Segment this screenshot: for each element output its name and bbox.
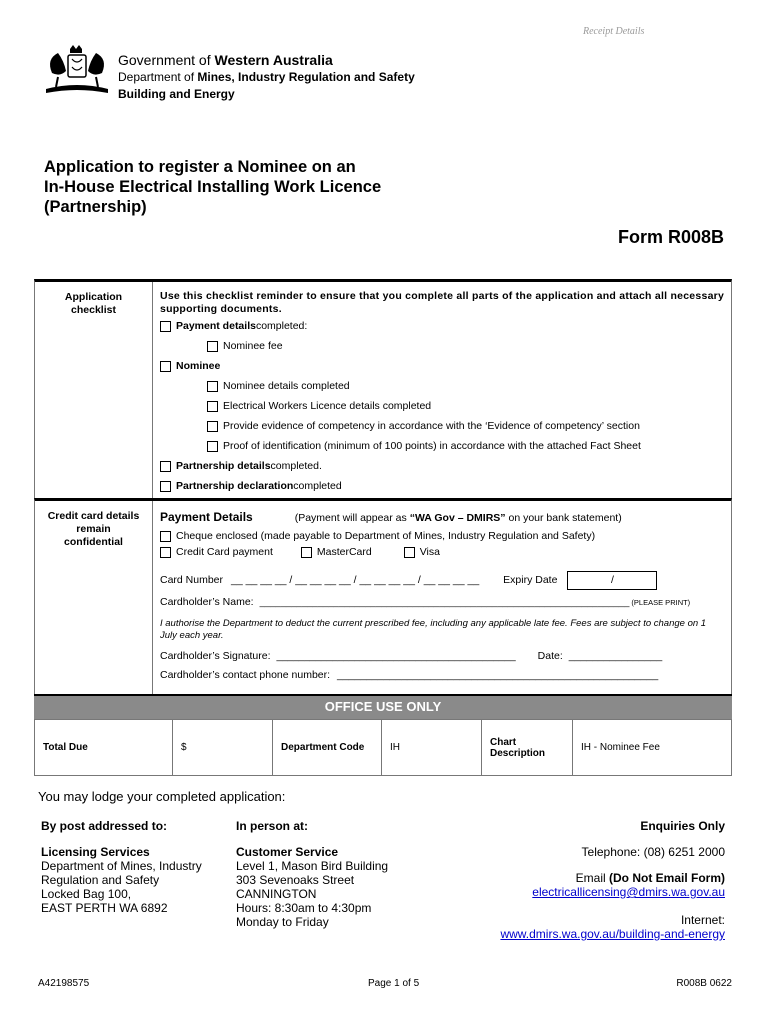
option-cheque[interactable]: Cheque enclosed (made payable to Department of Mines, Industry Regulation and Safety) bbox=[160, 528, 725, 544]
checkbox[interactable] bbox=[207, 381, 218, 392]
lodge-in-person: In person at: Customer Service Level 1, Mason Bird Building 303 Sevenoaks Street CANNINGTON Hours: 8:30am to 4:30pm Monday to Friday bbox=[236, 819, 389, 929]
bank-statement-note: (Payment will appear as “WA Gov – DMIRS” on your bank statement) bbox=[294, 512, 622, 524]
check-nominee[interactable]: Nominee bbox=[160, 356, 725, 376]
checkbox[interactable] bbox=[160, 531, 171, 542]
option-mastercard[interactable]: MasterCard bbox=[316, 546, 372, 558]
email-label: Email (Do Not Email Form) bbox=[575, 871, 725, 885]
option-credit-card[interactable]: Credit Card payment bbox=[176, 546, 273, 558]
checkbox[interactable] bbox=[301, 547, 312, 558]
lodge-intro: You may lodge your completed application: bbox=[38, 789, 286, 804]
government-name: Government of Western Australia bbox=[118, 52, 333, 68]
checkbox[interactable] bbox=[160, 481, 171, 492]
contact-phone-label: Cardholder’s contact phone number: bbox=[160, 669, 331, 681]
chart-description-label: Chart Description bbox=[482, 720, 573, 775]
please-print-note: (PLEASE PRINT) bbox=[631, 598, 691, 607]
division-name: Building and Energy bbox=[118, 87, 235, 101]
check-proof-id[interactable]: Proof of identification (minimum of 100 points) in accordance with the attached Fact Sheet bbox=[160, 436, 725, 456]
wa-coat-of-arms-logo bbox=[42, 43, 112, 98]
payment-confidential-label: Credit card details remain confidential bbox=[35, 501, 153, 694]
enquiries: Enquiries Only Telephone: (08) 6251 2000 Email (Do Not Email Form) electricallicensing@dmirs.wa.gov.au Internet: www.dmirs.wa.gov.au/building-and-energy bbox=[500, 819, 725, 941]
department-code-label: Department Code bbox=[273, 720, 382, 775]
internet-label: Internet: bbox=[680, 913, 725, 927]
date-field[interactable]: ________________ bbox=[568, 650, 663, 662]
checkbox[interactable] bbox=[160, 321, 171, 332]
checkbox[interactable] bbox=[160, 461, 171, 472]
card-number-field[interactable]: __ __ __ __ / __ __ __ __ / __ __ __ __ / __ __ __ __ bbox=[231, 574, 480, 586]
form-title: Application to register a Nominee on an In-House Electrical Installing Work Licence (Partnership) bbox=[44, 158, 382, 216]
date-label: Date: bbox=[537, 650, 563, 662]
card-number-label: Card Number bbox=[160, 574, 224, 586]
check-nominee-fee[interactable]: Nominee fee bbox=[160, 336, 725, 356]
chart-description-value: IH - Nominee Fee bbox=[581, 742, 660, 753]
authorisation-text: I authorise the Department to deduct the current prescribed fee, including any applicable late fee. Fees are subject to change on 1 July each year. bbox=[160, 618, 707, 641]
application-checklist-section bbox=[34, 279, 732, 498]
checkbox[interactable] bbox=[404, 547, 415, 558]
option-visa[interactable]: Visa bbox=[419, 546, 440, 558]
form-number: Form R008B bbox=[617, 227, 724, 247]
lodge-by-post: By post addressed to: Licensing Services Department of Mines, Industry Regulation and Safety Locked Bag 100, EAST PERTH WA 6892 bbox=[41, 819, 202, 915]
cardholder-name-label: Cardholder’s Name: bbox=[160, 596, 254, 608]
telephone: Telephone: (08) 6251 2000 bbox=[581, 845, 725, 859]
check-partnership-details[interactable]: Partnership details completed. bbox=[160, 456, 725, 476]
total-due-field[interactable]: $ bbox=[173, 720, 273, 775]
signature-field[interactable]: ___________________________________________ bbox=[276, 651, 516, 662]
signature-label: Cardholder’s Signature: bbox=[160, 650, 271, 662]
document-id: A42198575 bbox=[38, 978, 90, 989]
website-link[interactable]: www.dmirs.wa.gov.au/building-and-energy bbox=[500, 927, 725, 941]
email-link[interactable]: electricallicensing@dmirs.wa.gov.au bbox=[532, 885, 725, 899]
form-code: R008B 0622 bbox=[676, 978, 732, 989]
department-name: Department of Mines, Industry Regulation and Safety bbox=[118, 70, 415, 84]
check-ewl-details[interactable]: Electrical Workers Licence details completed bbox=[160, 396, 725, 416]
card-type-row bbox=[160, 544, 725, 560]
check-partnership-declaration[interactable]: Partnership declaration completed bbox=[160, 476, 725, 496]
expiry-date-label: Expiry Date bbox=[503, 574, 558, 586]
receipt-details-label: Receipt Details bbox=[583, 26, 645, 37]
checkbox[interactable] bbox=[160, 361, 171, 372]
checkbox[interactable] bbox=[207, 401, 218, 412]
check-nominee-details[interactable]: Nominee details completed bbox=[160, 376, 725, 396]
check-payment-details[interactable]: Payment details completed: bbox=[160, 316, 725, 336]
checkbox[interactable] bbox=[160, 547, 171, 558]
checklist-intro: Use this checklist reminder to ensure that you complete all parts of the application and attach all necessary supporting documents. bbox=[160, 290, 725, 315]
payment-details-title: Payment Details bbox=[160, 510, 253, 524]
contact-phone-field[interactable]: _______________________________________________________ bbox=[336, 669, 659, 681]
office-use-table bbox=[34, 719, 732, 776]
total-due-label: Total Due bbox=[35, 720, 173, 775]
checkbox[interactable] bbox=[207, 421, 218, 432]
check-competency[interactable]: Provide evidence of competency in accordance with the ‘Evidence of competency’ section bbox=[160, 416, 725, 436]
page-number: Page 1 of 5 bbox=[368, 978, 420, 989]
payment-details-section bbox=[34, 498, 732, 694]
checkbox[interactable] bbox=[207, 341, 218, 352]
office-use-band: OFFICE USE ONLY bbox=[34, 694, 732, 719]
checkbox[interactable] bbox=[207, 441, 218, 452]
expiry-date-field[interactable]: / bbox=[567, 571, 657, 590]
checklist-label: Application checklist bbox=[35, 282, 153, 498]
department-code-value: IH bbox=[382, 720, 482, 775]
government-header bbox=[118, 52, 415, 103]
cardholder-name-field[interactable]: ______________________________________________________________________ bbox=[259, 597, 630, 608]
